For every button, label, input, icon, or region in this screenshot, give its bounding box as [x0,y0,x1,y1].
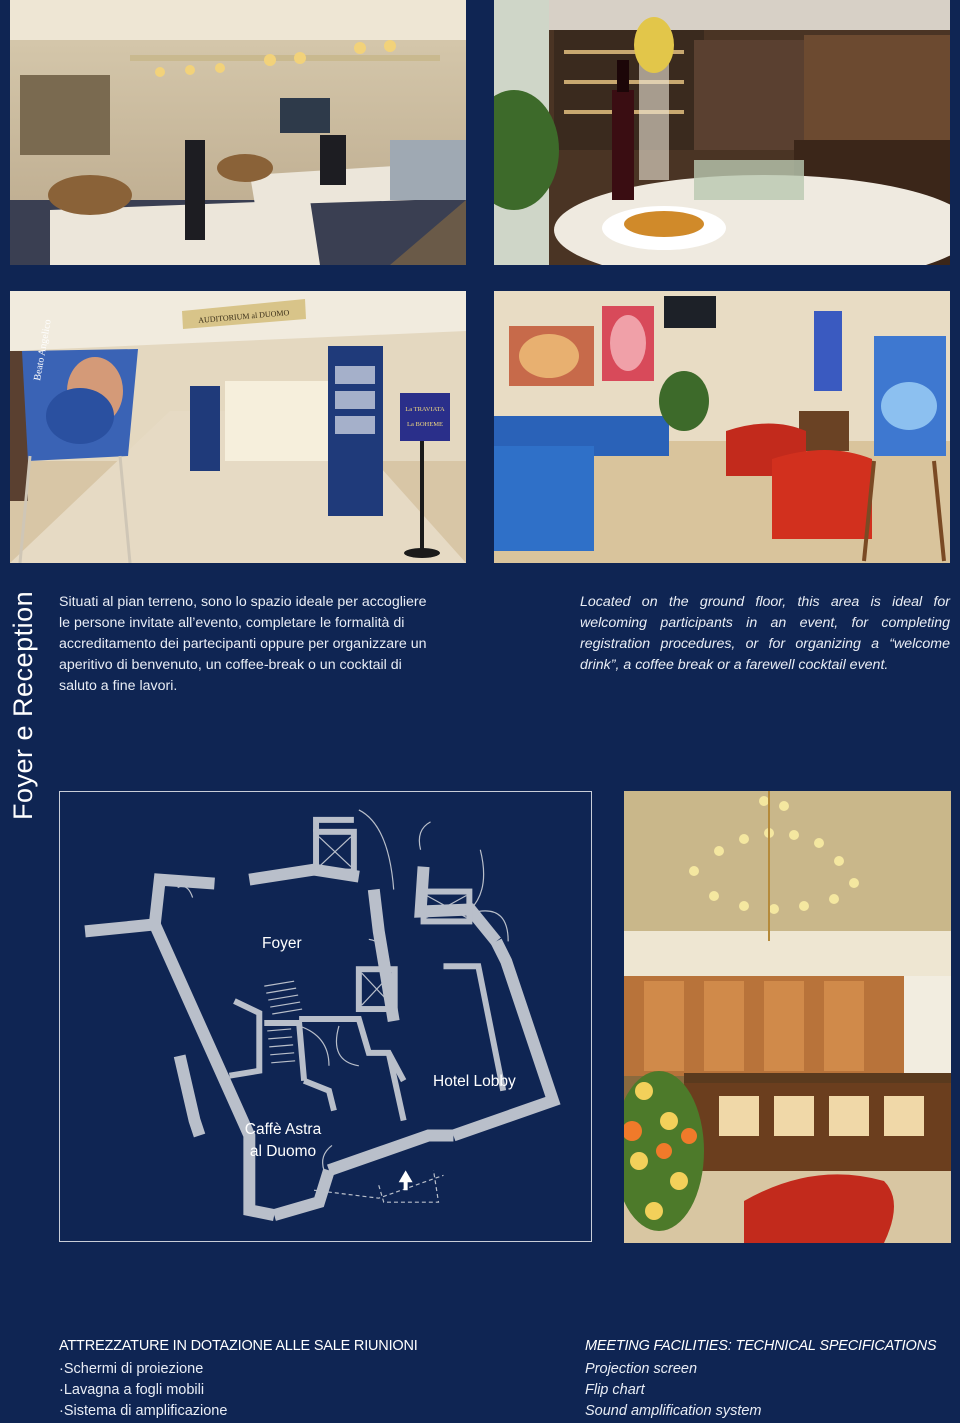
specs-list-italian [59,1359,227,1422]
stand-sign-line1: La TRAVIATA [405,406,445,413]
photo-hotel-lobby [624,791,951,1243]
specs-heading-italian: ATTREZZATURE IN DOTAZIONE ALLE SALE RIUNIONI [59,1338,418,1354]
stand-sign-line2: La BOHEME [407,421,443,428]
plan-label-caffe-line1: Caffè Astra [244,1121,322,1138]
photo-cafe [10,0,466,265]
corridor-sign-text: AUDITORIUM al DUOMO [197,308,290,325]
specs-item: ·Sistema di amplificazione [59,1403,228,1419]
plan-label-foyer: Foyer [262,935,302,952]
photo-corridor [10,291,466,563]
description-english: Located on the ground floor, this area is ideal for welcoming participants in an event, for completing registration procedures, or for organizing a “welcome drink”, a coffee break or a farewell cocktail event. [580,594,950,673]
specs-item: Flip chart [585,1382,645,1398]
specs-heading-english: MEETING FACILITIES: TECHNICAL SPECIFICATIONS [585,1338,937,1354]
photo-bar [494,0,950,265]
description-italian: Situati al pian terreno, sono lo spazio ideale per accogliere le persone invitate all’evento, completare le formalità di accreditamento dei partecipanti oppure per organizzare un aperitivo di benvenuto, un coffee-break o un cocktail di saluto a fine lavori. [59,594,427,694]
plan-label-caffe-astra [240,1119,326,1163]
section-title-vertical: Foyer e Reception [8,590,38,820]
specs-item: ·Lavagna a fogli mobili [59,1382,205,1398]
poster-title-text: Beato Angelico [32,318,54,382]
floor-plan-drawing [60,792,591,1241]
floor-plan [59,791,592,1242]
specs-item: Projection screen [585,1361,698,1377]
photo-lounge [494,291,950,563]
specs-item: Sound amplification system [585,1403,762,1419]
plan-label-hotel-lobby: Hotel Lobby [433,1073,516,1090]
plan-label-caffe-line2: al Duomo [249,1143,317,1160]
specs-item: ·Schermi di proiezione [59,1361,204,1377]
specs-list-english [585,1359,762,1422]
